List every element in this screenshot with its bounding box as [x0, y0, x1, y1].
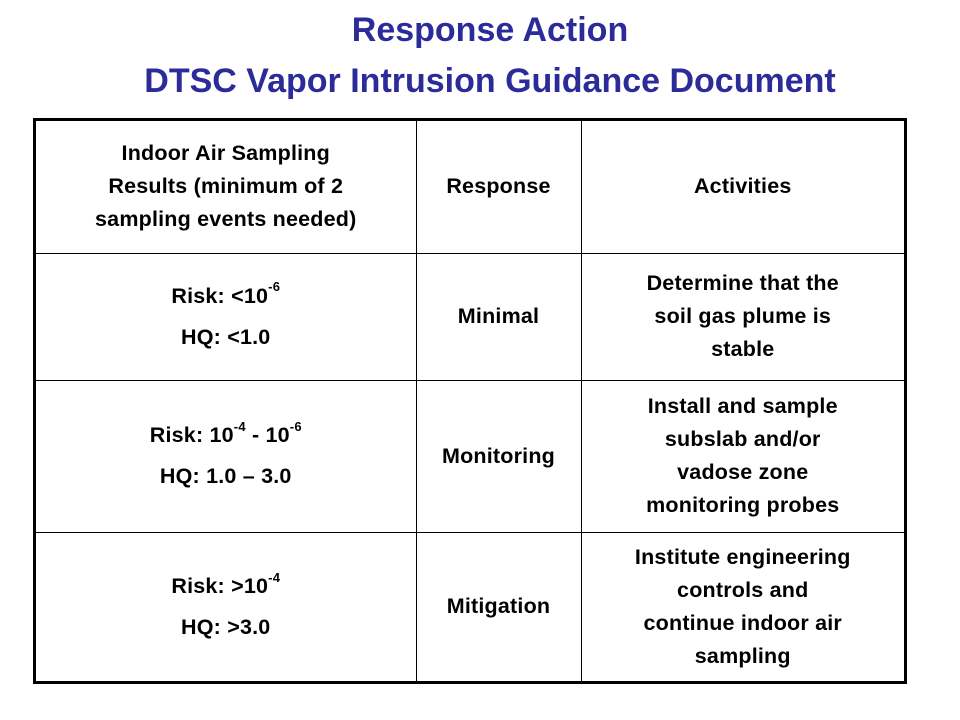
header-text-line: Results (minimum of 2 [108, 174, 344, 199]
risk-text: Risk: <10 [171, 283, 269, 308]
risk-exponent: -4 [268, 569, 281, 585]
risk-text: Risk: 10 [149, 423, 234, 447]
page-subtitle: DTSC Vapor Intrusion Guidance Document [144, 62, 836, 100]
activity-text-line: monitoring probes [646, 493, 840, 517]
activity-text-line: vadose zone [677, 460, 809, 484]
activity-text-line: stable [711, 337, 775, 361]
activity-text-line: continue indoor air [643, 610, 842, 635]
hq-value: HQ: <1.0 [181, 324, 271, 349]
header-activities: Activities [581, 121, 904, 253]
activities-cell [581, 253, 904, 380]
risk-cell [36, 253, 416, 380]
response-cell: Monitoring [416, 380, 581, 532]
activity-text-line: subslab and/or [664, 427, 821, 451]
hq-value: HQ: >3.0 [181, 614, 271, 639]
risk-cell [36, 532, 416, 681]
header-sampling-results [36, 121, 416, 253]
page-title: Response Action [351, 11, 629, 49]
response-cell: Minimal [416, 253, 581, 380]
hq-value: HQ: 1.0 – 3.0 [159, 464, 292, 488]
header-response: Response [416, 121, 581, 253]
table-row [36, 380, 904, 532]
header-text-line: sampling events needed) [95, 207, 357, 232]
table-row [36, 253, 904, 380]
risk-value [44, 570, 408, 603]
risk-exponent: -4 [233, 418, 246, 434]
response-cell: Mitigation [416, 532, 581, 681]
risk-text: Risk: >10 [171, 573, 269, 598]
activity-text-line: soil gas plume is [654, 304, 832, 328]
activities-cell [581, 532, 904, 681]
risk-value [44, 280, 408, 313]
table-row [36, 532, 904, 681]
table-header-row [36, 121, 904, 253]
risk-exponent: -6 [268, 279, 281, 295]
response-action-table [33, 118, 907, 684]
risk-exponent: -6 [289, 418, 302, 434]
activity-text-line: Institute engineering [634, 544, 851, 569]
risk-text: - 10 [245, 423, 290, 447]
header-text-line: Indoor Air Sampling [121, 141, 330, 166]
activity-text-line: Determine that the [646, 271, 839, 295]
risk-value [44, 419, 408, 452]
activity-text-line: controls and [677, 577, 809, 602]
activity-text-line: Install and sample [647, 394, 838, 418]
activity-text-line: sampling [694, 643, 791, 668]
risk-cell [36, 380, 416, 532]
activities-cell [581, 380, 904, 532]
